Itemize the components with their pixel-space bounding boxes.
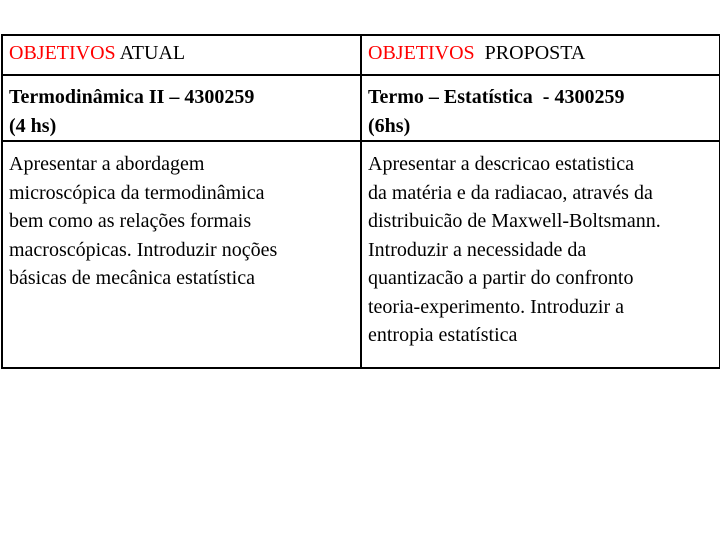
description-current-line-4: macroscópicas. Introduzir noções [9,238,278,261]
description-proposed-line-1: Apresentar a descricao estatistica [368,153,634,175]
course-cell-current [2,75,361,141]
header-cell-proposed [361,35,720,75]
header-current-label: ATUAL [115,42,186,64]
header-proposed-label: PROPOSTA [474,42,586,64]
description-proposed-line-5: quantizacão a partir do confronto [368,267,634,289]
course-row [2,75,720,141]
description-current-line-1: Apresentar a abordagem [9,153,205,175]
description-cell-current [2,141,361,368]
description-proposed-line-7: entropia estatística [368,324,518,346]
description-current-line-3: bem como as relações formais [9,210,252,232]
description-current-line-5: básicas de mecânica estatística [9,267,255,289]
description-proposed-line-2: da matéria e da radiacao, através da [368,181,653,204]
course-cell-proposed [361,75,720,141]
description-proposed-line-6: teoria-experimento. Introduzir a [368,295,624,318]
course-proposed-line-2: (6hs) [368,114,411,137]
description-cell-proposed [361,141,720,368]
objectives-comparison-table [1,34,720,369]
description-proposed-line-4: Introduzir a necessidade da [368,238,587,261]
header-row [2,35,720,75]
description-proposed-line-3: distribuicão de Maxwell-Boltsmann. [368,210,661,232]
description-current-line-2: microscópica da termodinâmica [9,181,265,204]
header-cell-current [2,35,361,75]
course-proposed-line-1: Termo – Estatística - 4300259 [368,86,625,108]
description-row [2,141,720,368]
header-current-highlight: OBJETIVOS [9,42,116,64]
course-current-line-2: (4 hs) [9,114,57,137]
header-proposed-highlight: OBJETIVOS [368,42,475,64]
course-current-line-1: Termodinâmica II – 4300259 [9,86,255,108]
